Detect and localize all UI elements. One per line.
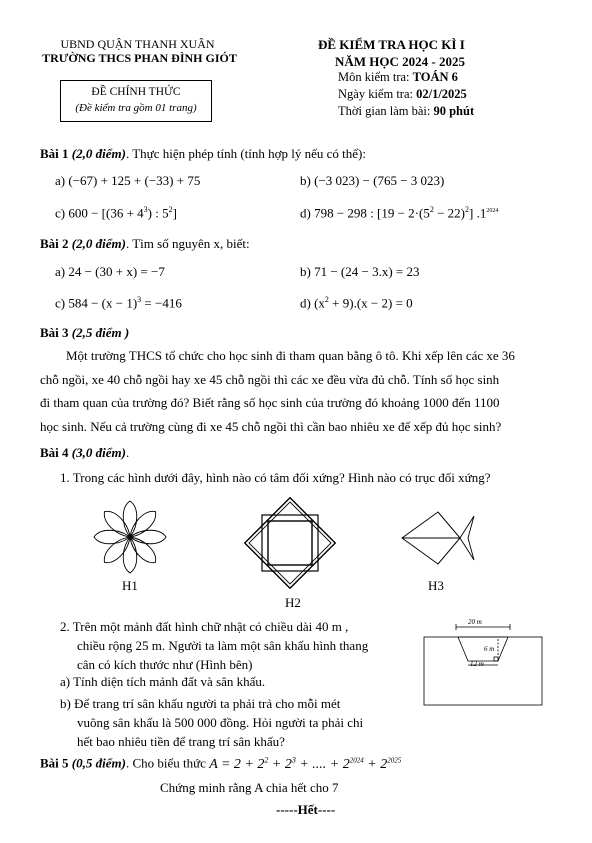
time-value: 90 phút: [433, 104, 475, 118]
bai2-prompt: . Tìm số nguyên x, biết:: [125, 236, 250, 251]
bai4-title: Bài 4: [40, 445, 69, 460]
bai5-expression: $A = 2 + 2^2 + 2^3$ + .... + $2^{2024} + 2^{2025}$: [209, 755, 402, 772]
bai5-prove: Chứng minh rằng A chia hết cho 7: [160, 780, 339, 795]
figure-h2-label: H2: [285, 595, 301, 610]
figure-h3-label: H3: [428, 578, 444, 593]
bai4-q2-line: cân có kích thước như (Hình bên): [77, 657, 253, 672]
bai3-paragraph: [40, 344, 560, 438]
bai1-c: c) $600 - [(36 + 4^3)$ : $5^2$]: [55, 205, 177, 221]
time-label: Thời gian làm bài:: [338, 104, 434, 118]
bai4-points: (3,0 điểm): [71, 445, 126, 460]
school-year: NĂM HỌC 2024 - 2025: [335, 54, 465, 69]
subject-line: [338, 70, 458, 85]
bai2-b: b) 71 − (24 − 3.x) = 23: [300, 264, 420, 279]
figure-h3-kite: [398, 500, 482, 576]
bai1-d: d) 798 − 298 : $[19 - 2\cdot(5^2 - 22)^2]$ $.1^{2024}$: [300, 205, 499, 221]
bai5-prompt: . Cho biểu thức: [125, 755, 210, 771]
bai4-qb-line: hết bao nhiêu tiền để trang trí sân khấu?: [77, 734, 285, 749]
bai4-q1: 1. Trong các hình dưới đây, hình nào có tâm đối xứng? Hình nào có trục đối xứng?: [60, 470, 491, 485]
subject-label: Môn kiểm tra:: [338, 70, 413, 84]
time-line: [338, 104, 474, 119]
bai1-prompt: . Thực hiện phép tính (tính hợp lý nếu có thể):: [125, 146, 367, 161]
district-name: UBND QUẬN THANH XUÂN: [60, 37, 215, 51]
bai5-title: Bài 5: [40, 755, 69, 771]
exam-title: ĐỀ KIỂM TRA HỌC KÌ I: [318, 37, 465, 52]
bai4-qb-line: vuông sân khấu là 500 000 đồng. Hỏi người ta phải chi: [77, 715, 364, 730]
bai4-q2-line: chiều rộng 25 m. Người ta làm một sân khấu hình thang: [77, 638, 369, 653]
bai3-points: (2,5 điểm ): [71, 325, 130, 340]
bai1-points: (2,0 điểm): [71, 146, 126, 161]
bai1-a: a) (−67) + 125 + (−33) + 75: [55, 173, 201, 188]
bai4-q2-line: 2. Trên một mảnh đất hình chữ nhật có chiều dài 40 m ,: [60, 619, 349, 634]
figure-h1-label: H1: [122, 578, 138, 593]
stage-dim-top: 20 m: [468, 618, 482, 626]
bai2-a: a) 24 − (30 + x) = −7: [55, 264, 165, 279]
bai1-b: b) (−3 023) − (765 − 3 023): [300, 173, 445, 188]
date-label: Ngày kiểm tra:: [338, 87, 417, 101]
bai3-heading: [40, 325, 129, 341]
bai4-heading: Bài 4 (3,0 điểm).: [40, 445, 130, 460]
bai4-q2: [60, 617, 368, 674]
official-label: ĐỀ CHÍNH THỨC: [91, 86, 181, 98]
stage-dim-height: 6 m: [484, 645, 495, 653]
bai2-c: c) $584 - (x - 1)^3 = -416$: [55, 295, 182, 311]
footer-end: -----Hết----: [276, 802, 336, 817]
figure-h1-flower: [88, 495, 172, 579]
figure-h2-squares: [244, 497, 336, 589]
bai3-line: Một trường THCS tổ chức cho học sinh đi tham quan bằng ô tô. Khi xếp lên các xe 36: [66, 348, 515, 363]
official-box: [60, 80, 212, 122]
bai3-line: học sinh. Nếu cả trường cùng đi xe 45 chỗ ngồi thì cần bao nhiêu xe để xếp đủ học sinh?: [40, 418, 502, 434]
bai4-qb-line: b) Để trang trí sân khấu người ta phải trả cho mỗi mét: [60, 696, 341, 711]
bai4-qb: [60, 694, 363, 751]
bai1-heading: [40, 146, 366, 162]
bai2-points: (2,0 điểm): [71, 236, 126, 251]
pages-note: (Đề kiểm tra gồm 01 trang): [75, 102, 197, 114]
bai2-heading: [40, 236, 250, 252]
bai1-title: Bài 1: [40, 146, 69, 161]
bai2-d: d) $(x^2 + 9).(x - 2) = 0$: [300, 295, 413, 311]
school-name: TRƯỜNG THCS PHAN ĐÌNH GIÓT: [42, 51, 237, 65]
bai3-line: đi tham quan của trường đó? Biết rằng số học sinh của trường đó khoảng 1000 đến 1100: [40, 395, 500, 410]
date-value: 02/1/2025: [416, 87, 467, 101]
bai5-heading: [40, 755, 401, 773]
stage-dim-bottom: 12 m: [470, 660, 484, 668]
date-line: [338, 87, 467, 102]
bai5-points: (0,5 điểm): [71, 755, 126, 771]
bai2-title: Bài 2: [40, 236, 69, 251]
subject-value: TOÁN 6: [412, 70, 458, 84]
bai4-qa: a) Tính diện tích mảnh đất và sân khấu.: [60, 674, 266, 689]
bai3-line: chỗ ngồi, xe 40 chỗ ngồi hay xe 45 chỗ ngồi thì các xe đều vừa đủ chỗ. Tính số học sinh: [40, 371, 500, 387]
bai3-title: Bài 3: [40, 325, 69, 340]
